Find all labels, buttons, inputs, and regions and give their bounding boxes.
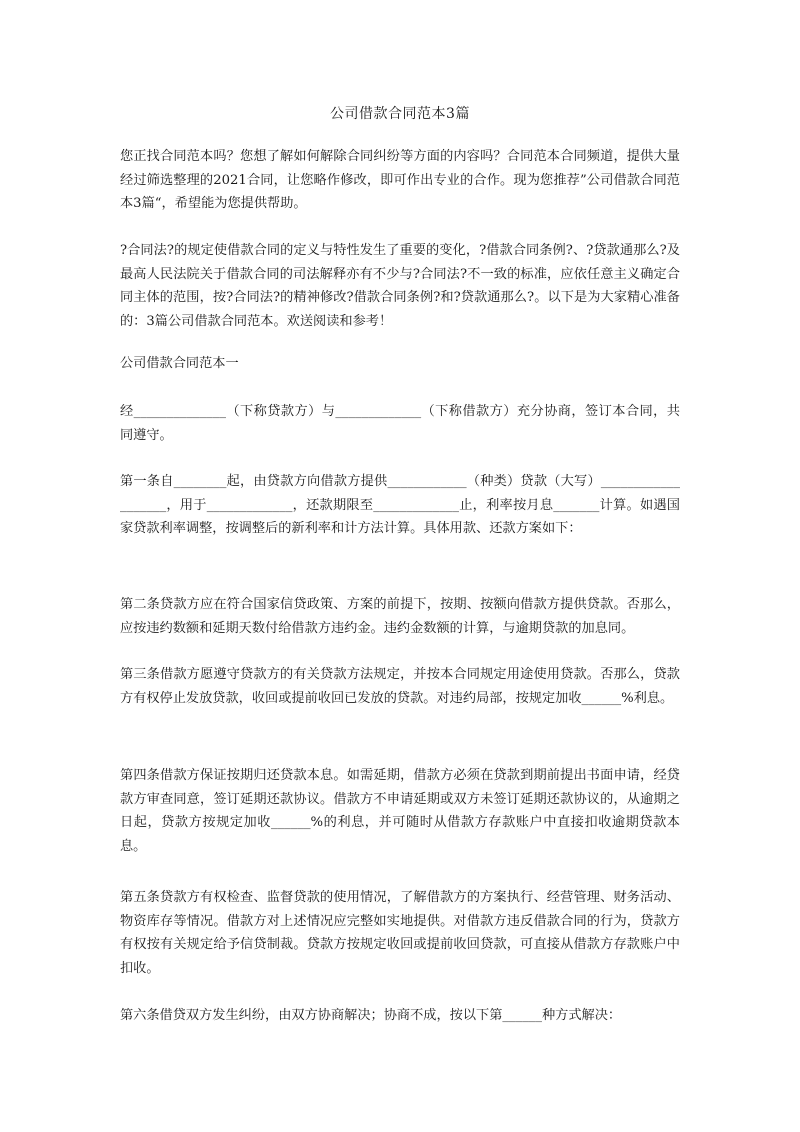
article-5: 第五条贷款方有权检查、监督贷款的使用情况，了解借款方的方案执行、经营管理、财务活动、物资库存等情况。借款方对上述情况应完整如实地提供。对借款方违反借款合同的行为，贷款方有权按有关规定给予信贷制裁。贷款方按规定收回或提前收回贷款，可直接从借款方存款账户中扣收。 [120,890,680,976]
article-6: 第六条借贷双方发生纠纷，由双方协商解决；协商不成，按以下第______种方式解决： [120,1008,622,1023]
article-3: 第三条借款方愿遵守贷款方的有关贷款方法规定，并按本合同规定用途使用贷款。否那么，贷款方有权停止发放贷款，收回或提前收回已发放的贷款。对违约局部，按规定加收______%利息。 [120,667,680,706]
contract-preamble: 经______________（下称贷款方）与_____________（下称借款方）充分协商，签订本合同，共同遵守。 [120,404,680,443]
section-heading: 公司借款合同范本一 [120,356,239,371]
article-1: 第一条自________起，由贷款方向借款方提供____________（种类）贷款（大写）___________________，用于_____________，还款期限至_____________止，利率按月息_______计算。如遇国家贷款利率调整，按调整后的新利率和计方法计算。具体用款、还款方案如下： [120,474,680,536]
intro-paragraph-2: ?合同法?的规定使借款合同的定义与特性发生了重要的变化，?借款合同条例?、?贷款通那么?及最高人民法院关于借款合同的司法解释亦有不少与?合同法?不一致的标准，应依任意主义确定合同主体的范围，按?合同法?的精神修改?借款合同条例?和?贷款通那么?。以下是为大家精心准备的：3篇公司借款合同范本。欢送阅读和参考！ [120,243,680,329]
intro-paragraph-1: 您正找合同范本吗？您想了解如何解除合同纠纷等方面的内容吗？合同范本合同频道，提供大量经过筛选整理的2021合同，让您略作修改，即可作出专业的合作。现为您推荐”公司借款合同范本3篇“，希望能为您提供帮助。 [120,149,680,211]
article-4: 第四条借款方保证按期归还贷款本息。如需延期，借款方必须在贷款到期前提出书面申请，经贷款方审查同意，签订延期还款协议。借款方不申请延期或双方未签订延期还款协议的，从逾期之日起，贷款方按规定加收______%的利息，并可随时从借款方存款账户中直接扣收逾期贷款本息。 [120,768,680,854]
document-title: 公司借款合同范本3篇 [330,106,470,122]
article-2: 第二条贷款方应在符合国家信贷政策、方案的前提下，按期、按额向借款方提供贷款。否那么，应按违约数额和延期天数付给借款方违约金。违约金数额的计算，与逾期贷款的加息同。 [120,597,680,636]
